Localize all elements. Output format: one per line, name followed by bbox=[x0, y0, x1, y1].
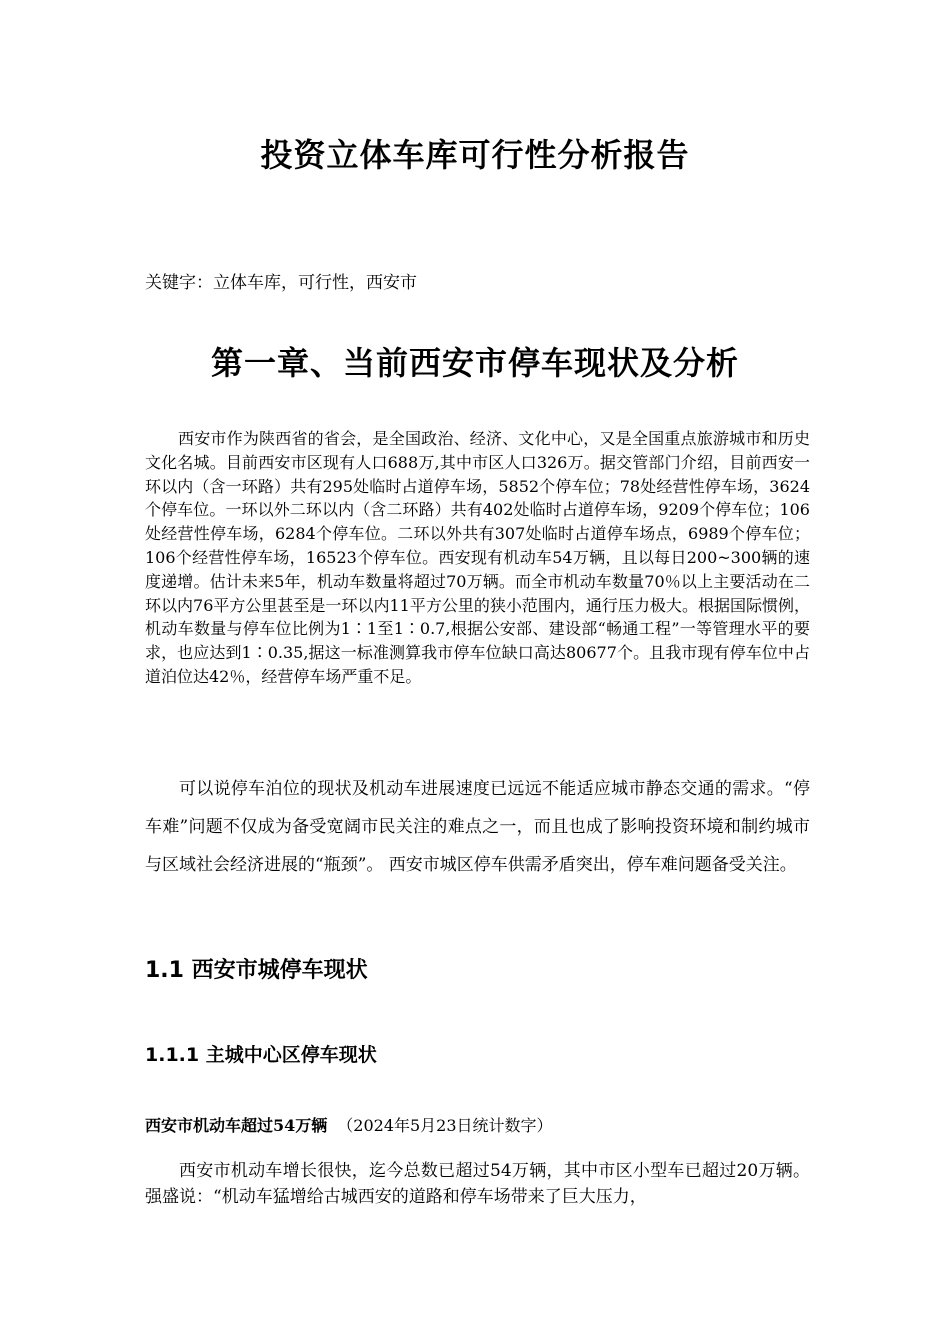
keywords-line: 关键字：立体车库，可行性，西安市 bbox=[145, 273, 417, 293]
statistics-heading: 西安市机动车超过54万辆 bbox=[145, 1116, 328, 1135]
statistics-date-note: （2024年5月23日统计数字） bbox=[337, 1116, 553, 1135]
section-heading-1-1-1: 1.1.1 主城中心区停车现状 bbox=[145, 1044, 377, 1066]
document-title: 投资立体车库可行性分析报告 bbox=[260, 136, 690, 174]
statistics-heading-line bbox=[145, 1113, 553, 1136]
chapter-title: 第一章、当前西安市停车现状及分析 bbox=[210, 344, 739, 382]
paragraph-parking-problem: 可以说停车泊位的现状及机动车进展速度已远远不能适应城市静态交通的需求。“停车难”问题不仅成为备受宽阔市民关注的难点之一，而且也成了影响投资环境和制约城市与区域社会经济进展的“瓶颈”。 西安市城区停车供需矛盾突出，停车难问题备受关注。 bbox=[145, 779, 810, 875]
paragraph-parking-statistics: 西安市作为陕西省的省会，是全国政治、经济、文化中心，又是全国重点旅游城市和历史文化名城。目前西安市区现有人口688万,其中市区人口326万。据交管部门介绍，目前西安一环以内（含一环路）共有295处临时占道停车场，5852个停车位；78处经营性停车场，3624个停车位。一环以外二环以内（含二环路）共有402处临时占道停车场，9209个停车位；106处经营性停车场，6284个停车位。二环以外共有307处临时占道停车场点，6989个停车位；106个经营性停车场，16523个停车位。西安现有机动车54万辆，且以每日200~300辆的速度递增。估计未来5年，机动车数量将超过70万辆。而全市机动车数量70％以上主要活动在二环以内76平方公里甚至是一环以内11平方公里的狭小范围内，通行压力极大。根据国际惯例，机动车数量与停车位比例为1∶1至1∶0.7,根据公安部、建设部“畅通工程”一等管理水平的要求，也应达到1∶0.35,据这一标准测算我市停车位缺口高达80677个。且我市现有停车位中占道泊位达42％，经营停车场严重不足。 bbox=[145, 429, 810, 686]
section-heading-1-1: 1.1 西安市城停车现状 bbox=[145, 958, 368, 983]
paragraph-vehicle-growth: 西安市机动车增长很快，迄今总数已超过54万辆，其中市区小型车已超过20万辆。强盛说：“机动车猛增给古城西安的道路和停车场带来了巨大压力， bbox=[145, 1161, 810, 1207]
